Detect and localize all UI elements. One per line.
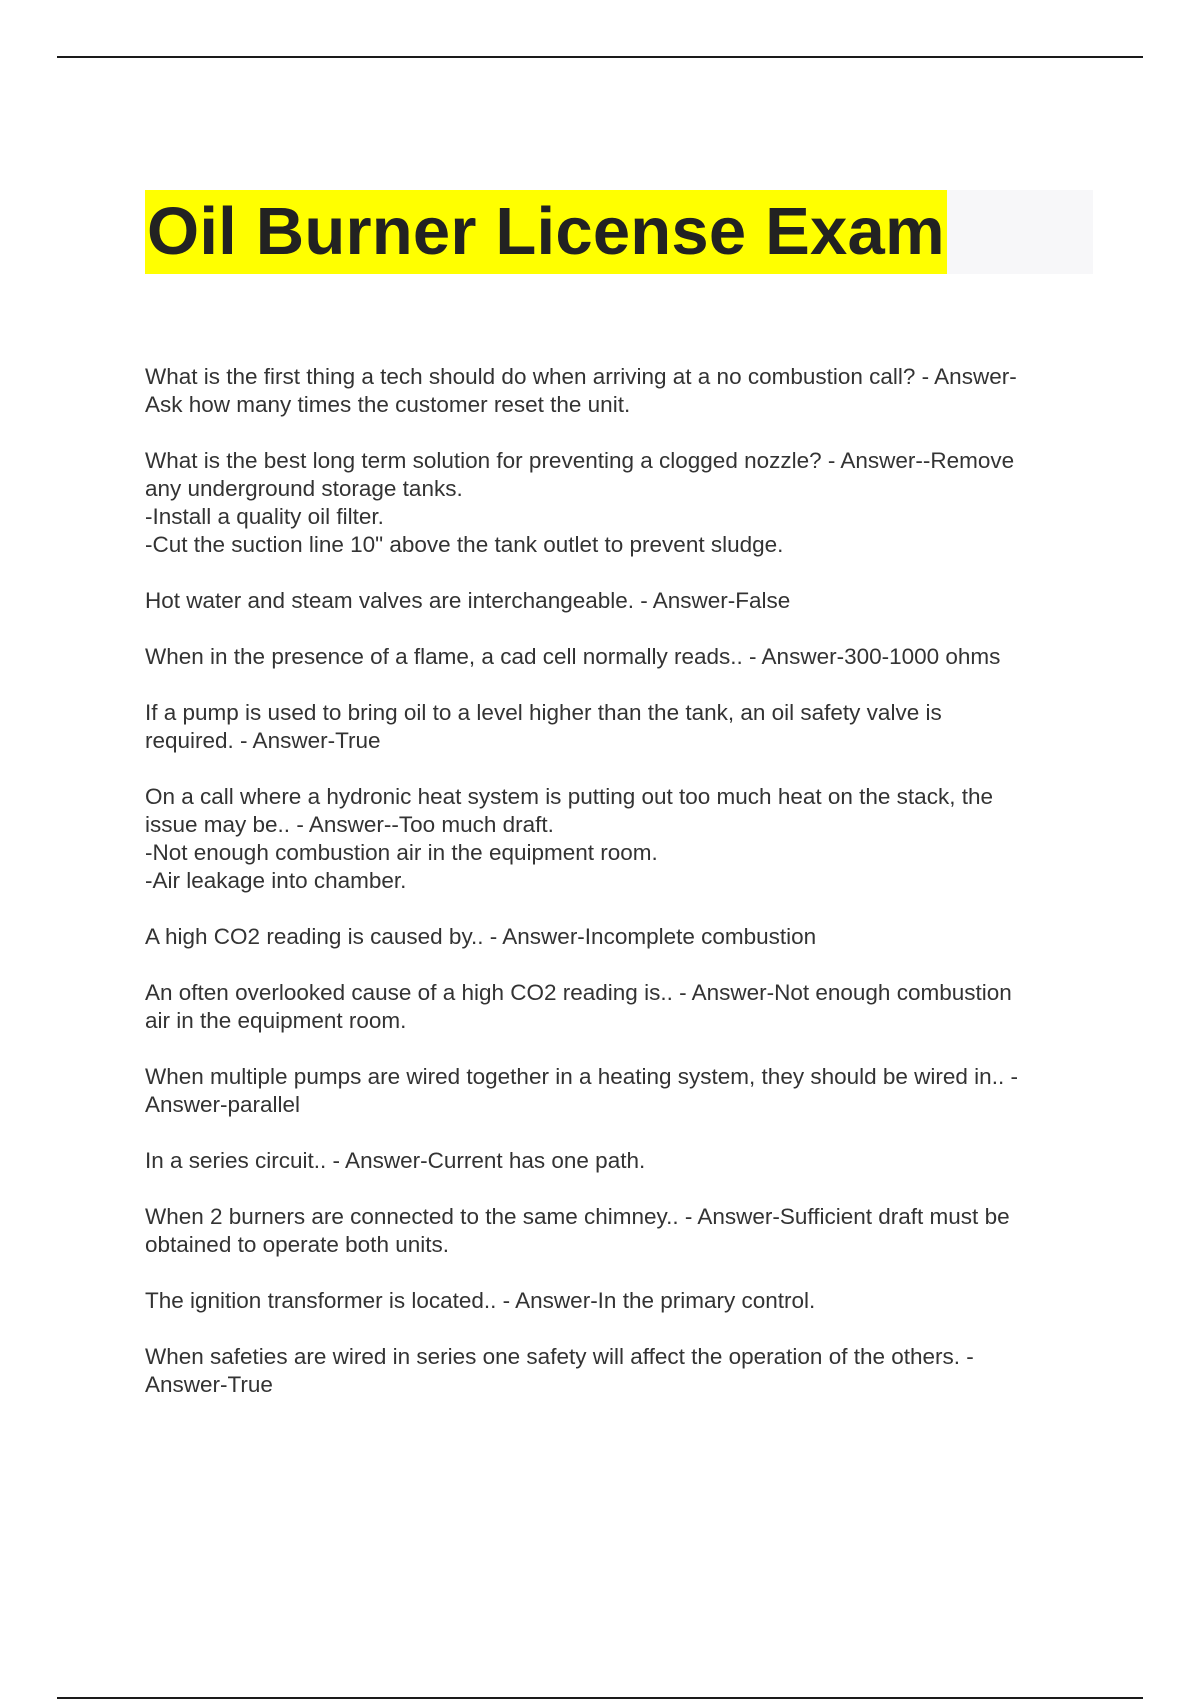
qa-item-1: What is the first thing a tech should do when arriving at a no combustion call? - Answer- Ask how many times the customer reset the unit. [145, 364, 1017, 417]
qa-item-2: What is the best long term solution for preventing a clogged nozzle? - Answer--Remove any underground storage tanks. -Install a quality oil filter. -Cut the suction line 10" above the tank outlet to prevent sludge. [145, 448, 1015, 557]
qa-list [145, 363, 1095, 1427]
qa-item-8: An often overlooked cause of a high CO2 reading is.. - Answer-Not enough combustion air in the equipment room. [145, 980, 1012, 1033]
qa-item-4: When in the presence of a flame, a cad cell normally reads.. - Answer-300-1000 ohms [145, 644, 1001, 669]
qa-item-6: On a call where a hydronic heat system is putting out too much heat on the stack, the issue may be.. - Answer--Too much draft. -Not enough combustion air in the equipment room. -Air leakage into chamber. [145, 784, 993, 893]
qa-item-11: When 2 burners are connected to the same chimney.. - Answer-Sufficient draft must be obtained to operate both units. [145, 1204, 1010, 1257]
qa-item-13: When safeties are wired in series one safety will affect the operation of the others. - Answer-True [145, 1344, 974, 1397]
qa-item-3: Hot water and steam valves are interchangeable. - Answer-False [145, 588, 791, 613]
bottom-rule [57, 1697, 1143, 1699]
qa-item-5: If a pump is used to bring oil to a level higher than the tank, an oil safety valve is required. - Answer-True [145, 700, 942, 753]
top-rule [57, 56, 1143, 58]
qa-item-12: The ignition transformer is located.. - Answer-In the primary control. [145, 1288, 816, 1313]
qa-item-9: When multiple pumps are wired together in a heating system, they should be wired in.. - Answer-parallel [145, 1064, 1018, 1117]
document-title: Oil Burner License Exam [145, 190, 947, 274]
qa-item-7: A high CO2 reading is caused by.. - Answer-Incomplete combustion [145, 924, 817, 949]
qa-item-10: In a series circuit.. - Answer-Current has one path. [145, 1148, 646, 1173]
